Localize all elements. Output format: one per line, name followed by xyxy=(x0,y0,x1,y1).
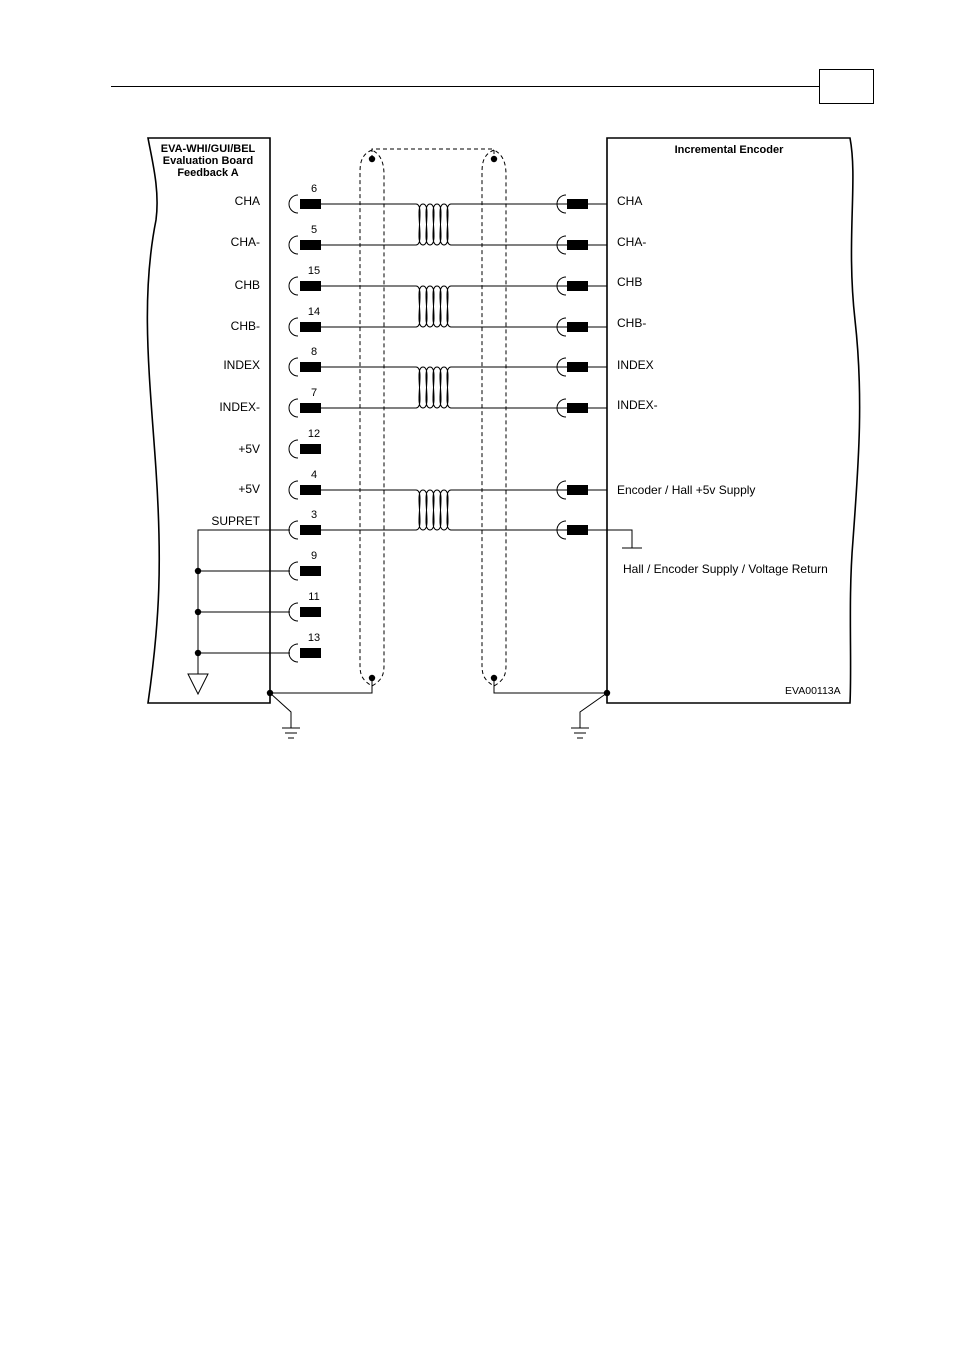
wire-pair xyxy=(321,490,567,530)
pin-label: CHB- xyxy=(230,319,260,333)
signal-label: CHA xyxy=(617,194,643,208)
left-chassis-ground xyxy=(270,693,300,738)
pin-number: 8 xyxy=(310,346,318,358)
pin-socket-icon xyxy=(289,277,298,295)
pin-contact xyxy=(300,485,321,495)
pin-socket-icon xyxy=(289,195,298,213)
twisted-pair-icon xyxy=(416,367,451,408)
pin-label: INDEX xyxy=(223,358,260,372)
signal-label: CHB- xyxy=(617,316,647,330)
pin-label: CHB xyxy=(234,278,260,292)
pin-socket-icon xyxy=(289,358,298,376)
wire-pair xyxy=(321,204,567,245)
shield-drain-right xyxy=(494,678,607,693)
pin-socket-icon xyxy=(289,562,298,580)
pin-socket-icon xyxy=(289,603,298,621)
pin-label: +5V xyxy=(238,482,260,496)
pin-socket-icon xyxy=(289,399,298,417)
pin-socket-icon xyxy=(289,440,298,458)
junction-dot xyxy=(267,690,273,696)
pin-number: 13 xyxy=(307,632,321,644)
right-box-title: Incremental Encoder xyxy=(674,144,784,156)
connector-contact xyxy=(567,240,588,250)
shield-left xyxy=(360,150,384,686)
pin-number: 9 xyxy=(310,550,318,562)
pin-socket-icon xyxy=(289,318,298,336)
pin-contact xyxy=(300,525,321,535)
connector-contact xyxy=(567,199,588,209)
pin-contact xyxy=(300,281,321,291)
pin-contact xyxy=(300,607,321,617)
junction-dot xyxy=(195,568,201,574)
pin-number: 14 xyxy=(307,306,321,318)
connector-contact xyxy=(567,281,588,291)
signal-label: INDEX xyxy=(617,358,654,372)
pin-contact xyxy=(300,199,321,209)
pin-contact xyxy=(300,240,321,250)
pin-label: CHA- xyxy=(230,235,260,249)
pin-contact xyxy=(300,322,321,332)
junction-dot xyxy=(491,156,497,162)
shield-drain-left xyxy=(270,678,372,693)
pin-number: 6 xyxy=(310,183,318,195)
pin-socket-icon xyxy=(289,521,298,539)
supret-bus xyxy=(198,530,290,674)
pin-number: 12 xyxy=(307,428,321,440)
pin-contact xyxy=(300,403,321,413)
connector-contact xyxy=(567,322,588,332)
junction-dot xyxy=(195,650,201,656)
pin-label: CHA xyxy=(234,194,260,208)
right-box-outline xyxy=(607,138,860,703)
connector-contact xyxy=(567,362,588,372)
pin-number: 15 xyxy=(307,265,321,277)
junction-dot xyxy=(369,156,375,162)
pin-contact xyxy=(300,444,321,454)
return-ground xyxy=(588,530,642,548)
left-box-outline xyxy=(147,138,270,703)
signal-label: CHA- xyxy=(617,235,647,249)
wire-pair xyxy=(321,286,567,327)
connector-contact xyxy=(567,403,588,413)
signal-label: CHB xyxy=(617,275,643,289)
connector-contact xyxy=(567,485,588,495)
drawing-code: EVA00113A xyxy=(785,685,841,697)
twisted-pair-icon xyxy=(416,286,451,327)
junction-dot xyxy=(604,690,610,696)
twisted-pair-icon xyxy=(416,490,451,530)
right-chassis-ground xyxy=(571,693,607,738)
pin-socket-icon xyxy=(289,644,298,662)
shield-bridge xyxy=(372,149,494,159)
signal-label: INDEX- xyxy=(617,398,658,412)
pin-contact xyxy=(300,566,321,576)
pin-contact xyxy=(300,648,321,658)
pin-socket-icon xyxy=(289,236,298,254)
pin-number: 11 xyxy=(308,591,320,603)
connector-contact xyxy=(567,525,588,535)
pin-contact xyxy=(300,362,321,372)
pin-number: 5 xyxy=(310,224,318,236)
junction-dot xyxy=(491,675,497,681)
left-box-title-line: Feedback A xyxy=(177,167,239,179)
pin-number: 7 xyxy=(310,387,318,399)
signal-label: Encoder / Hall +5v Supply xyxy=(617,483,756,497)
junction-dot xyxy=(369,675,375,681)
junction-dot xyxy=(195,609,201,615)
shield-right xyxy=(482,150,506,686)
pin-number: 3 xyxy=(310,509,318,521)
pin-socket-icon xyxy=(289,481,298,499)
left-box-title-line: EVA-WHI/GUI/BEL xyxy=(160,143,256,155)
pin-number: 4 xyxy=(310,469,318,481)
pin-label: INDEX- xyxy=(219,400,260,414)
return-label: Hall / Encoder Supply / Voltage Return xyxy=(623,562,828,576)
pin-label: SUPRET xyxy=(211,514,260,528)
pin-label: +5V xyxy=(238,442,260,456)
wire-pair xyxy=(321,367,567,408)
left-box-title-line: Evaluation Board xyxy=(162,155,254,167)
twisted-pair-icon xyxy=(416,204,451,245)
signal-ground-icon xyxy=(188,674,208,694)
